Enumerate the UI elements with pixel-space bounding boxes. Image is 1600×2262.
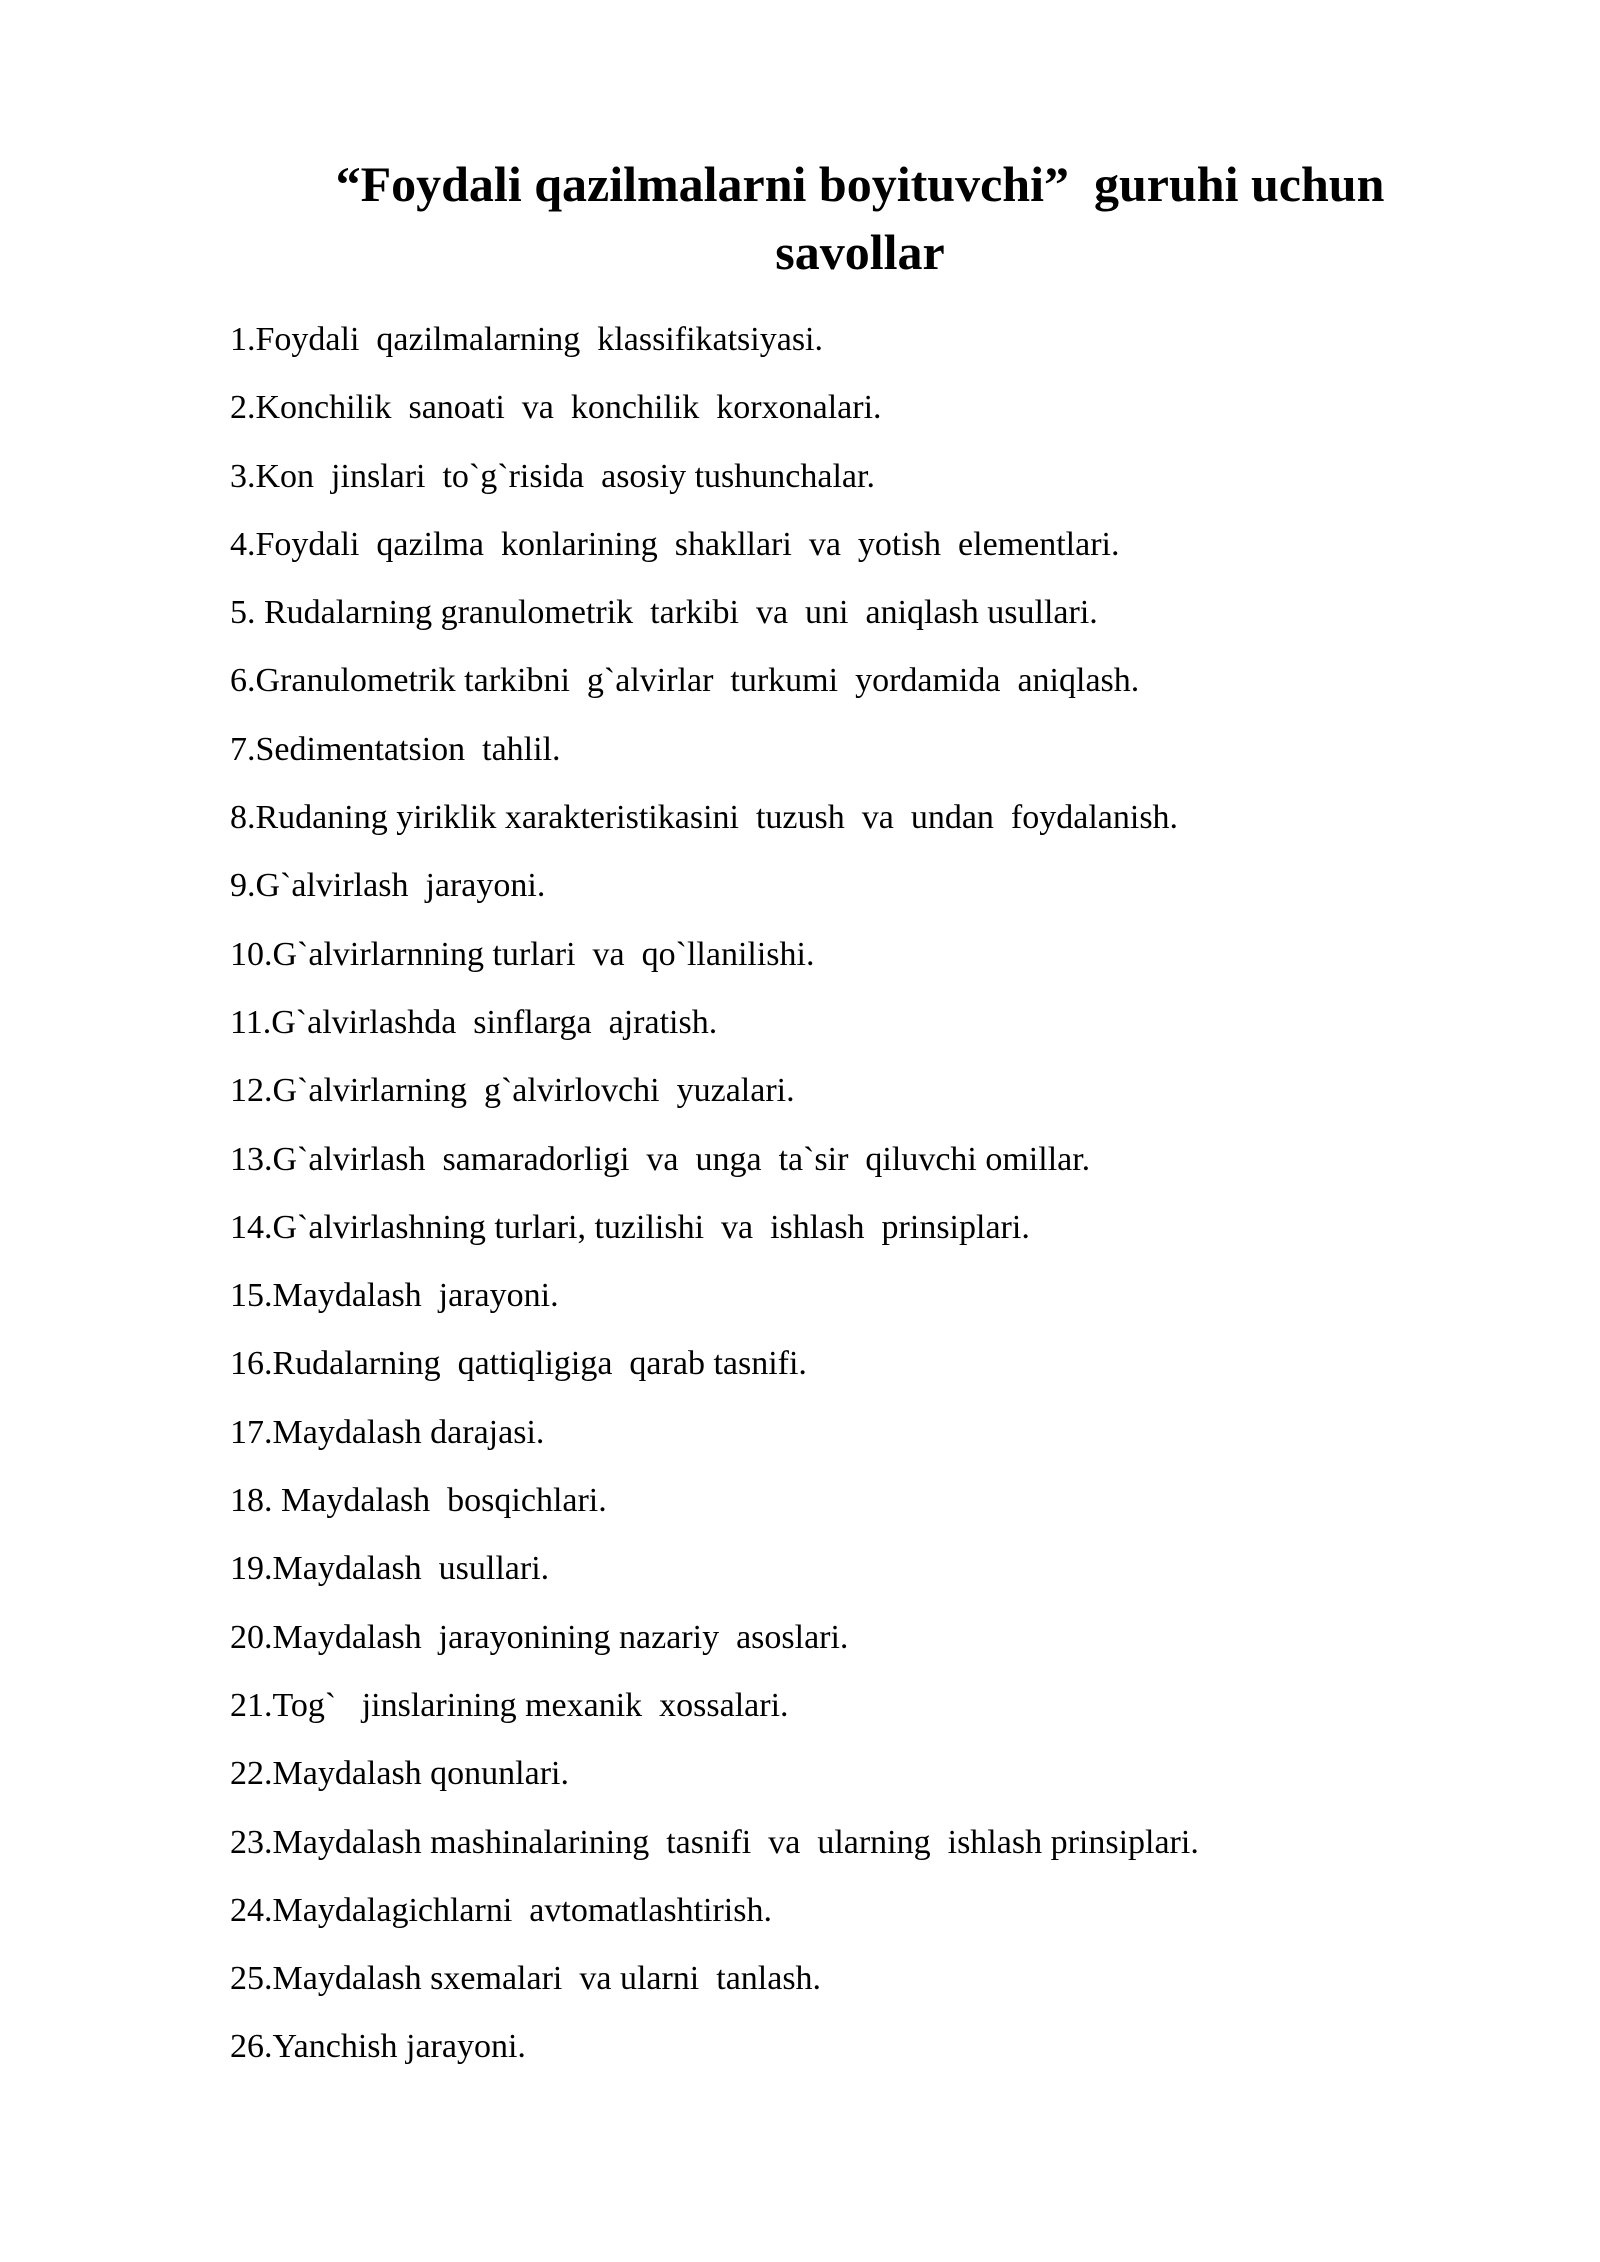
question-item: 10.G`alvirlarnning turlari va qo`llanilishi. bbox=[230, 935, 815, 973]
question-item: 5. Rudalarning granulometrik tarkibi va uni aniqlash usullari. bbox=[230, 594, 1098, 632]
question-item: 25.Maydalash sxemalari va ularni tanlash. bbox=[230, 1960, 822, 1998]
question-item: 19.Maydalash usullari. bbox=[230, 1550, 550, 1588]
question-item: 23.Maydalash mashinalarining tasnifi va ularning ishlash prinsiplari. bbox=[230, 1823, 1199, 1861]
question-list bbox=[230, 306, 1199, 2082]
question-item: 26.Yanchish jarayoni. bbox=[230, 2028, 526, 2066]
question-item: 22.Maydalash qonunlari. bbox=[230, 1755, 569, 1793]
question-item: 17.Maydalash darajasi. bbox=[230, 1413, 545, 1451]
question-item: 14.G`alvirlashning turlari, tuzilishi va ishlash prinsiplari. bbox=[230, 1208, 1030, 1246]
question-item: 21.Tog` jinslarining mexanik xossalari. bbox=[230, 1686, 789, 1724]
question-item: 3.Kon jinslari to`g`risida asosiy tushunchalar. bbox=[230, 457, 875, 495]
question-item: 6.Granulometrik tarkibni g`alvirlar turkumi yordamida aniqlash. bbox=[230, 662, 1140, 700]
question-item: 12.G`alvirlarning g`alvirlovchi yuzalari. bbox=[230, 1072, 795, 1110]
document-title bbox=[160, 150, 1560, 286]
question-item: 16.Rudalarning qattiqligiga qarab tasnifi. bbox=[230, 1345, 807, 1383]
question-item: 13.G`alvirlash samaradorligi va unga ta`sir qiluvchi omillar. bbox=[230, 1140, 1091, 1178]
question-item: 20.Maydalash jarayonining nazariy asoslari. bbox=[230, 1618, 849, 1656]
document-title-line-2: savollar bbox=[775, 224, 945, 280]
question-item: 8.Rudaning yiriklik xarakteristikasini tuzush va undan foydalanish. bbox=[230, 799, 1179, 837]
question-item: 7.Sedimentatsion tahlil. bbox=[230, 730, 561, 768]
question-item: 2.Konchilik sanoati va konchilik korxonalari. bbox=[230, 389, 882, 427]
question-item: 11.G`alvirlashda sinflarga ajratish. bbox=[230, 1003, 718, 1041]
document-title-line-1: “Foydali qazilmalarni boyituvchi” guruhi uchun bbox=[335, 156, 1385, 212]
question-item: 1.Foydali qazilmalarning klassifikatsiyasi. bbox=[230, 321, 824, 358]
question-item: 4.Foydali qazilma konlarining shakllari va yotish elementlari. bbox=[230, 525, 1120, 563]
question-item: 15.Maydalash jarayoni. bbox=[230, 1277, 559, 1315]
question-item: 9.G`alvirlash jarayoni. bbox=[230, 867, 546, 905]
question-item: 18. Maydalash bosqichlari. bbox=[230, 1482, 607, 1520]
question-item: 24.Maydalagichlarni avtomatlashtirish. bbox=[230, 1891, 772, 1929]
